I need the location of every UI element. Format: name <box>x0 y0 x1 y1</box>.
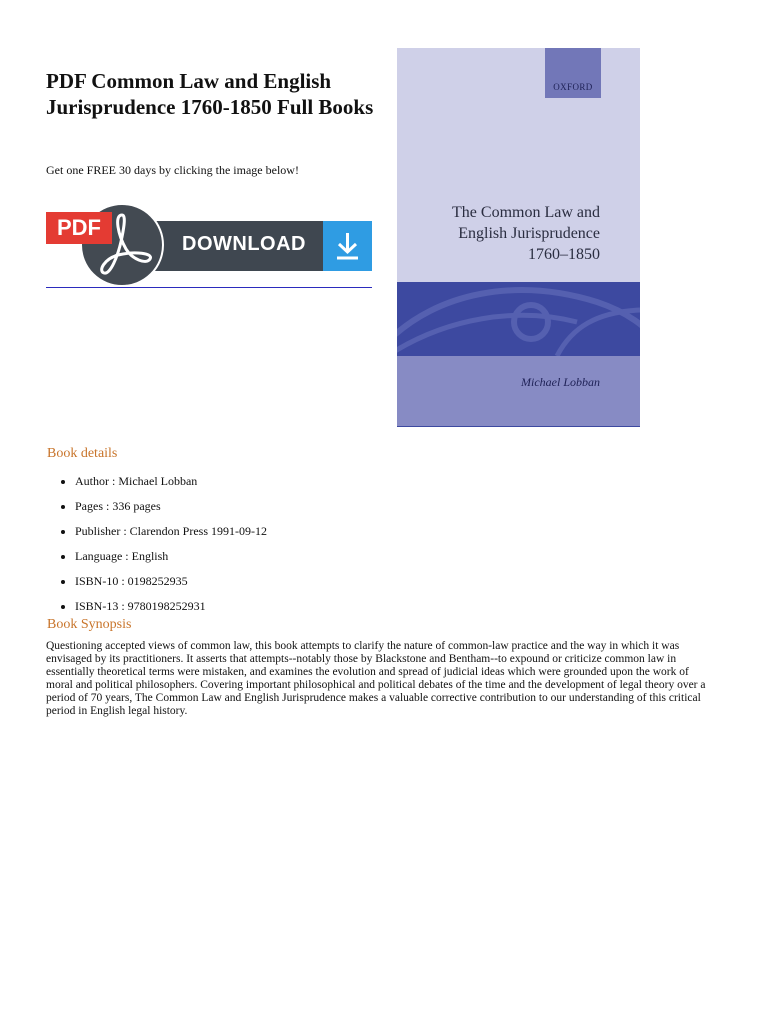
page-title: PDF Common Law and English Jurisprudence 1760-1850 Full Books <box>46 69 374 119</box>
cover-title-line-3: 1760–1850 <box>528 246 600 263</box>
book-details-heading: Book details <box>47 446 118 461</box>
book-cover[interactable] <box>397 48 640 427</box>
book-synopsis-heading: Book Synopsis <box>47 617 132 632</box>
synopsis-text: Questioning accepted views of common law, this book attempts to clarify the nature of common-law practice and the way in which it was envisaged by its practitioners. It asserts that attempts--notably those by Blackstone and Bentham--to expound or criticize common law in essentially theoretical terms were mistaken, and examines the evolution and spread of judicial ideas which were grounded upon the work of moral and political philosophers. Covering important philosophical and political debates of the time and the development of legal theory over a period of 70 years, The Common Law and English Jurisprudence makes a valuable corrective contribution to our understanding of this critical period in English legal history. <box>46 640 706 718</box>
pdf-label: PDF <box>46 212 112 244</box>
cover-title-line-2: English Jurisprudence <box>458 225 600 242</box>
cover-title <box>380 202 600 265</box>
download-link[interactable] <box>46 203 372 288</box>
publisher-logo <box>545 48 601 98</box>
cover-author: Michael Lobban <box>521 375 600 389</box>
subtitle: Get one FREE 30 days by clicking the image below! <box>46 163 299 177</box>
detail-language: • Language : English <box>75 541 267 566</box>
detail-isbn-13: • ISBN-13 : 9780198252931 <box>75 591 267 616</box>
detail-isbn-10: • ISBN-10 : 0198252935 <box>75 566 267 591</box>
download-banner[interactable] <box>46 203 372 287</box>
download-arrow-icon <box>323 221 372 271</box>
detail-author: • Author : Michael Lobban <box>75 466 267 491</box>
book-details-list <box>58 466 267 616</box>
download-label: DOWNLOAD <box>182 233 306 255</box>
publisher-name: OXFORD <box>553 82 593 92</box>
cover-title-line-1: The Common Law and <box>452 204 600 221</box>
cover-decorative-band <box>397 282 640 356</box>
detail-publisher: • Publisher : Clarendon Press 1991-09-12 <box>75 516 267 541</box>
detail-pages: • Pages : 336 pages <box>75 491 267 516</box>
cover-bottom-panel <box>397 356 640 426</box>
